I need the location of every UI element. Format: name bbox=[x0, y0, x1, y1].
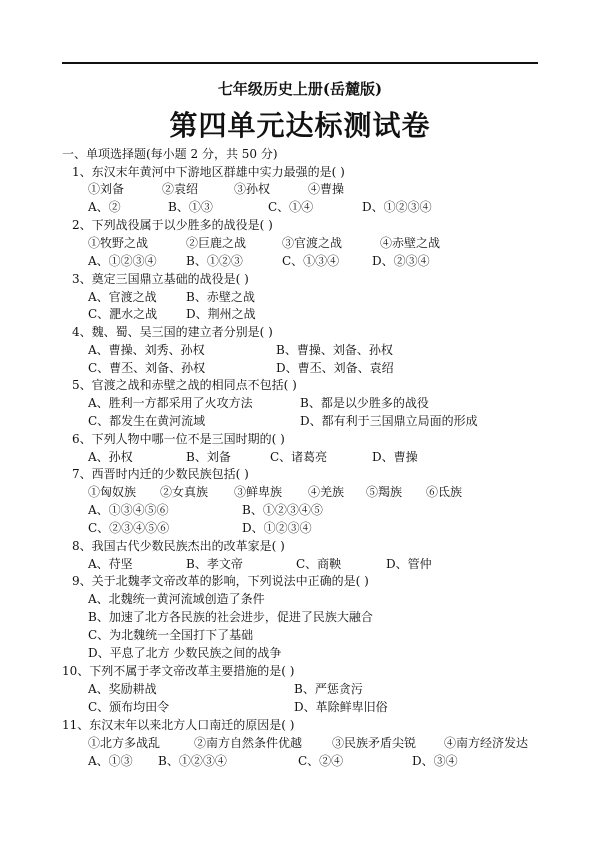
q7-option-c: C、②③④⑤⑥ bbox=[88, 521, 170, 535]
q5-option-b: B、都是以少胜多的战役 bbox=[300, 396, 429, 410]
q7-item-3: ③鲜卑族 bbox=[234, 485, 283, 499]
question-4: 4、魏、蜀、吴三国的建立者分别是( ) bbox=[72, 325, 273, 339]
q7-item-2: ②女真族 bbox=[160, 485, 209, 499]
q1-item-1: ①刘备 bbox=[88, 182, 125, 196]
q8-option-a: A、苻坚 bbox=[88, 557, 133, 571]
q2-item-2: ②巨鹿之战 bbox=[186, 236, 247, 250]
q1-item-2: ②袁绍 bbox=[162, 182, 199, 196]
q3-option-b: B、赤壁之战 bbox=[186, 290, 255, 304]
question-7: 7、西晋时内迁的少数民族包括( ) bbox=[72, 467, 249, 481]
q4-option-a: A、曹操、刘秀、孙权 bbox=[88, 343, 205, 357]
q11-option-a: A、①③ bbox=[88, 754, 133, 768]
question-10: 10、下列不属于孝文帝改革主要措施的是( ) bbox=[62, 664, 295, 678]
q7-option-a: A、①③④⑤⑥ bbox=[88, 503, 169, 517]
q1-option-a: A、② bbox=[88, 200, 121, 214]
q5-option-d: D、都有利于三国鼎立局面的形成 bbox=[300, 414, 478, 428]
question-9: 9、关于北魏孝文帝改革的影响，下列说法中正确的是( ) bbox=[72, 574, 369, 588]
top-rule bbox=[62, 62, 538, 64]
section-heading: 一、单项选择题(每小题 2 分，共 50 分) bbox=[62, 147, 278, 161]
question-11: 11、东汉末年以来北方人口南迁的原因是( ) bbox=[62, 718, 295, 732]
q1-option-c: C、①④ bbox=[268, 200, 314, 214]
question-1: 1、东汉末年黄河中下游地区群雄中实力最强的是( ) bbox=[72, 165, 345, 179]
question-5: 5、官渡之战和赤壁之战的相同点不包括( ) bbox=[72, 378, 297, 392]
q2-item-3: ③官渡之战 bbox=[282, 236, 343, 250]
q11-option-d: D、③④ bbox=[412, 754, 458, 768]
q10-option-a: A、奖励耕战 bbox=[88, 682, 157, 696]
q10-option-b: B、严惩贪污 bbox=[294, 682, 363, 696]
q9-option-c: C、为北魏统一全国打下了基础 bbox=[88, 628, 254, 642]
exam-subtitle: 七年级历史上册(岳麓版) bbox=[217, 80, 383, 98]
q7-item-6: ⑥氐族 bbox=[426, 485, 463, 499]
q8-option-c: C、商鞅 bbox=[296, 557, 342, 571]
q1-item-4: ④曹操 bbox=[308, 182, 345, 196]
exam-title: 第四单元达标测试卷 bbox=[169, 109, 431, 142]
q6-option-b: B、刘备 bbox=[186, 450, 231, 464]
q7-item-5: ⑤羯族 bbox=[366, 485, 403, 499]
q2-option-a: A、①②③④ bbox=[88, 254, 157, 268]
q10-option-c: C、颁布均田令 bbox=[88, 700, 170, 714]
q6-option-c: C、诸葛亮 bbox=[270, 450, 328, 464]
q2-option-d: D、②③④ bbox=[372, 254, 430, 268]
q3-option-c: C、淝水之战 bbox=[88, 307, 158, 321]
q3-option-a: A、官渡之战 bbox=[88, 290, 157, 304]
q3-option-d: D、荆州之战 bbox=[186, 307, 256, 321]
q7-option-b: B、①②③④⑤ bbox=[242, 503, 323, 517]
q1-item-3: ③孙权 bbox=[234, 182, 271, 196]
q9-option-a: A、北魏统一黄河流域创造了条件 bbox=[88, 592, 265, 606]
q9-option-b: B、加速了北方各民族的社会进步，促进了民族大融合 bbox=[88, 610, 373, 624]
question-6: 6、下列人物中哪一位不是三国时期的( ) bbox=[72, 432, 285, 446]
q5-option-a: A、胜利一方都采用了火攻方法 bbox=[88, 396, 253, 410]
q11-option-c: C、②④ bbox=[298, 754, 344, 768]
question-3: 3、奠定三国鼎立基础的战役是( ) bbox=[72, 272, 249, 286]
q7-item-4: ④羌族 bbox=[308, 485, 345, 499]
q11-item-4: ④南方经济发达 bbox=[444, 736, 529, 750]
q9-option-d: D、平息了北方 少数民族之间的战争 bbox=[88, 646, 282, 660]
question-8: 8、我国古代少数民族杰出的改革家是( ) bbox=[72, 539, 285, 553]
q4-option-b: B、曹操、刘备、孙权 bbox=[276, 343, 393, 357]
q2-option-c: C、①③④ bbox=[282, 254, 340, 268]
q8-option-b: B、孝文帝 bbox=[186, 557, 243, 571]
q6-option-a: A、孙权 bbox=[88, 450, 133, 464]
q2-option-b: B、①②③ bbox=[186, 254, 243, 268]
q6-option-d: D、曹操 bbox=[372, 450, 418, 464]
q2-item-4: ④赤壁之战 bbox=[380, 236, 441, 250]
q11-item-3: ③民族矛盾尖锐 bbox=[332, 736, 417, 750]
q4-option-c: C、曹丕、刘备、孙权 bbox=[88, 361, 206, 375]
q7-option-d: D、①②③④ bbox=[242, 521, 312, 535]
q11-item-1: ①北方多战乱 bbox=[88, 736, 161, 750]
q1-option-b: B、①③ bbox=[168, 200, 213, 214]
q7-item-1: ①匈奴族 bbox=[88, 485, 137, 499]
q10-option-d: D、革除鲜卑旧俗 bbox=[294, 700, 388, 714]
q8-option-d: D、管仲 bbox=[386, 557, 432, 571]
q2-item-1: ①牧野之战 bbox=[88, 236, 149, 250]
q4-option-d: D、曹丕、刘备、袁绍 bbox=[276, 361, 394, 375]
question-2: 2、下列战役属于以少胜多的战役是( ) bbox=[72, 218, 273, 232]
q11-item-2: ②南方自然条件优越 bbox=[194, 736, 303, 750]
q1-option-d: D、①②③④ bbox=[362, 200, 432, 214]
q11-option-b: B、①②③④ bbox=[158, 754, 227, 768]
q5-option-c: C、都发生在黄河流域 bbox=[88, 414, 206, 428]
